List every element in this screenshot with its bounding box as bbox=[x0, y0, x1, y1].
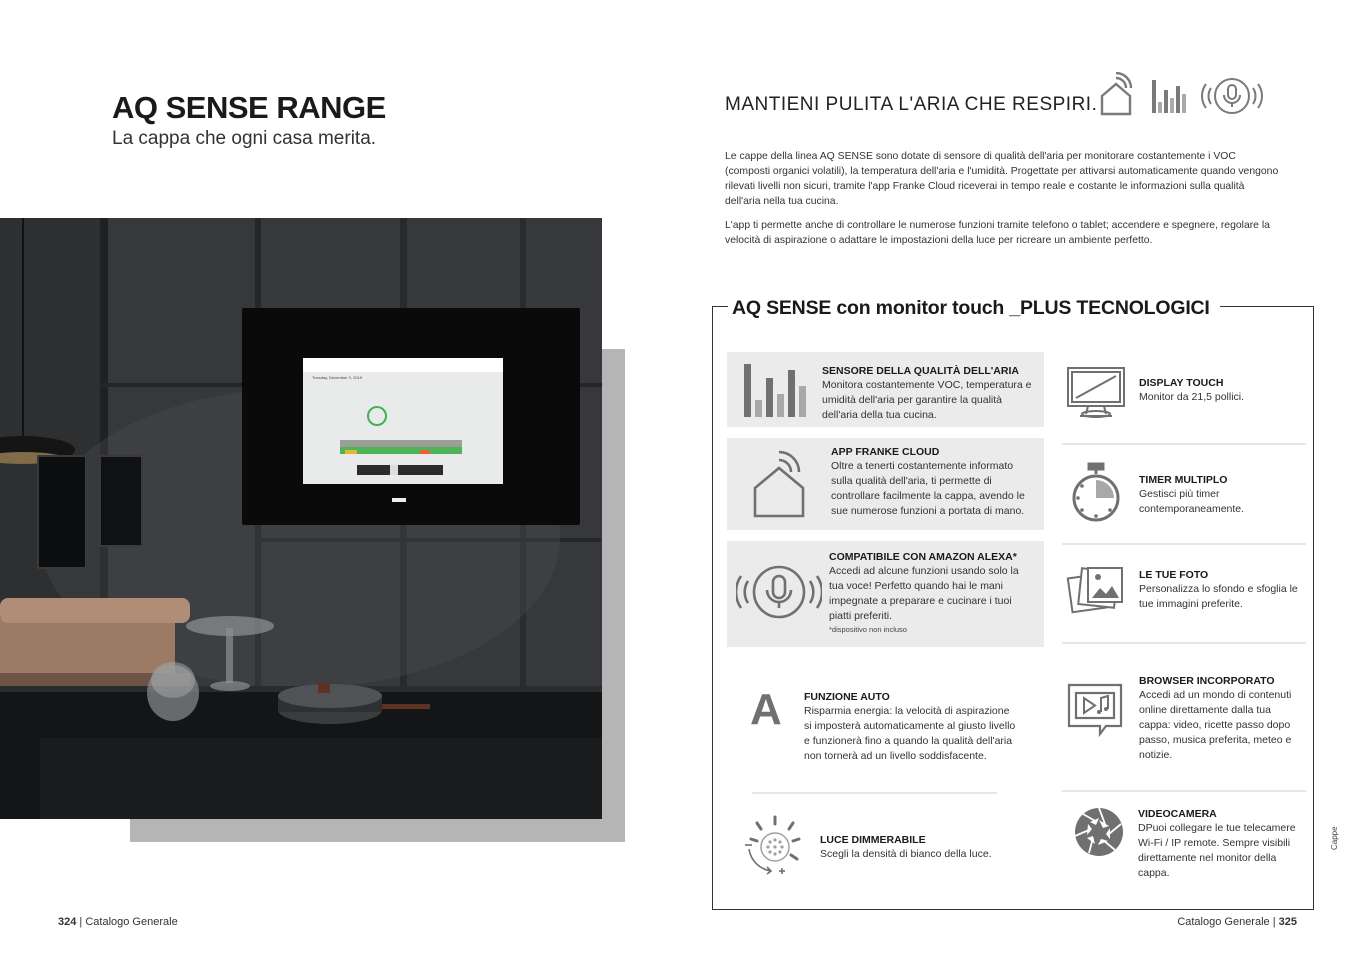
feature-desc: Accedi ad alcune funzioni usando solo la tua voce! Perfetto quando hai le mani impegnate a preparare e cucinare i tuoi piatti preferiti. bbox=[829, 565, 1019, 622]
intro-paragraph-1: Le cappe della linea AQ SENSE sono dotate di sensore di qualità dell'aria per monitorare costantemente i VOC (composti organici volatili), la temperatura dell'aria e l'umidità. Progettate per attivarsi automaticamente quando vengono rilevati livelli non sicuri, tramite l'app Franke Cloud riceverai in tempo reale e costante le informazioni sulla qualità dell'aria nella tua cucina. bbox=[725, 151, 1279, 207]
divider bbox=[1062, 443, 1306, 445]
feature-title: VIDEOCAMERA bbox=[1138, 808, 1217, 820]
section-tab: Cappe bbox=[1330, 826, 1339, 850]
feature-footnote: *dispositivo non incluso bbox=[829, 625, 907, 634]
page-number-left: 324 bbox=[58, 916, 77, 928]
footer-label-right: Catalogo Generale bbox=[1177, 916, 1270, 928]
feature-title: TIMER MULTIPLO bbox=[1139, 474, 1228, 486]
panel-title: AQ SENSE con monitor touch _PLUS TECNOLOGICI bbox=[728, 297, 1220, 320]
feature-browser bbox=[1139, 674, 1299, 763]
feature-desc: Personalizza lo sfondo e sfoglia le tue immagini preferite. bbox=[1139, 583, 1298, 610]
kitchen-photo bbox=[0, 218, 602, 819]
smart-home-icon bbox=[752, 448, 807, 520]
voice-mic-icon bbox=[1202, 79, 1262, 113]
feature-title: SENSORE DELLA QUALITÀ DELL'ARIA bbox=[822, 365, 1019, 377]
browser-icon bbox=[1066, 682, 1124, 738]
feature-display bbox=[1139, 376, 1299, 405]
footer-right bbox=[1177, 916, 1297, 928]
feature-title: APP FRANKE CLOUD bbox=[831, 446, 940, 458]
auto-a-icon: A bbox=[750, 685, 782, 734]
air-quality-bars-icon bbox=[1152, 80, 1186, 113]
footer-label-left: Catalogo Generale bbox=[85, 916, 178, 928]
footer-separator: | bbox=[1272, 916, 1279, 928]
feature-desc: Scegli la densità di bianco della luce. bbox=[820, 848, 992, 860]
feature-auto bbox=[804, 690, 1019, 764]
feature-timer bbox=[1139, 473, 1299, 517]
voice-mic-icon bbox=[736, 563, 822, 621]
feature-title: COMPATIBILE CON AMAZON ALEXA* bbox=[829, 551, 1017, 563]
feature-title: LUCE DIMMERABILE bbox=[820, 834, 926, 846]
dimmable-light-icon bbox=[743, 815, 807, 877]
feature-desc: Oltre a tenerti costantemente informato sulla qualità dell'aria, ti permette di controllare facilmente la cappa, avendo le sue numerose funzioni a portata di mano. bbox=[831, 460, 1025, 517]
footer-left bbox=[58, 916, 178, 928]
feature-desc: Monitora costantemente VOC, temperatura e umidità dell'aria per garantire la qualità dell'aria della tua cucina. bbox=[822, 379, 1032, 421]
feature-air-quality bbox=[822, 364, 1037, 423]
headline-icons bbox=[1098, 72, 1263, 118]
timer-icon bbox=[1071, 462, 1121, 524]
feature-camera bbox=[1138, 807, 1298, 881]
feature-alexa bbox=[829, 550, 1034, 634]
feature-desc: DPuoi collegare le tue telecamere Wi-Fi / IP remote. Sempre visibili direttamente nel monitor della cappa. bbox=[1138, 822, 1296, 879]
divider bbox=[1062, 790, 1306, 792]
feature-desc: Risparmia energia: la velocità di aspirazione si imposterà automaticamente al giusto livello e funzionerà fino a quando la qualità dell'aria non tornerà ad un livello soddisfacente. bbox=[804, 705, 1016, 762]
feature-desc: Monitor da 21,5 pollici. bbox=[1139, 391, 1245, 403]
screen-header-text: Tuesday, December 3, 2019 bbox=[312, 375, 363, 380]
page-subtitle: La cappa che ogni casa merita. bbox=[112, 128, 377, 149]
camera-aperture-icon bbox=[1073, 806, 1125, 858]
page-number-right: 325 bbox=[1278, 916, 1297, 928]
feature-desc: Gestisci più timer contemporaneamente. bbox=[1139, 488, 1245, 515]
feature-title: FUNZIONE AUTO bbox=[804, 691, 890, 703]
feature-title: DISPLAY TOUCH bbox=[1139, 377, 1224, 389]
feature-desc: Accedi ad un mondo di contenuti online direttamente dalla tua cappa: video, ricette passo dopo passo, musica preferita, meteo e notizie. bbox=[1139, 689, 1292, 761]
page-title: AQ SENSE RANGE bbox=[112, 90, 386, 125]
feature-title: LE TUE FOTO bbox=[1139, 569, 1209, 581]
divider bbox=[752, 792, 997, 794]
feature-photos bbox=[1139, 568, 1299, 612]
section-headline: MANTIENI PULITA L'ARIA CHE RESPIRI. bbox=[725, 94, 1098, 115]
photos-icon bbox=[1066, 564, 1126, 616]
display-touch-icon bbox=[1066, 366, 1126, 420]
feature-franke-cloud bbox=[831, 445, 1031, 519]
kitchen-scene-illustration bbox=[0, 218, 602, 819]
feature-title: BROWSER INCORPORATO bbox=[1139, 675, 1275, 687]
feature-light bbox=[820, 833, 1020, 862]
divider bbox=[1062, 543, 1306, 545]
divider bbox=[1062, 642, 1306, 644]
intro-paragraph-2: L'app ti permette anche di controllare le numerose funzioni tramite telefono o tablet; accendere e spegnere, regolare la velocità di aspirazione o adattare le impostazioni della luce per ricreare un ambiente perfetto. bbox=[725, 220, 1270, 246]
air-quality-bars-icon bbox=[742, 364, 810, 418]
footer-separator: | bbox=[79, 916, 86, 928]
smart-home-icon bbox=[1102, 73, 1131, 114]
